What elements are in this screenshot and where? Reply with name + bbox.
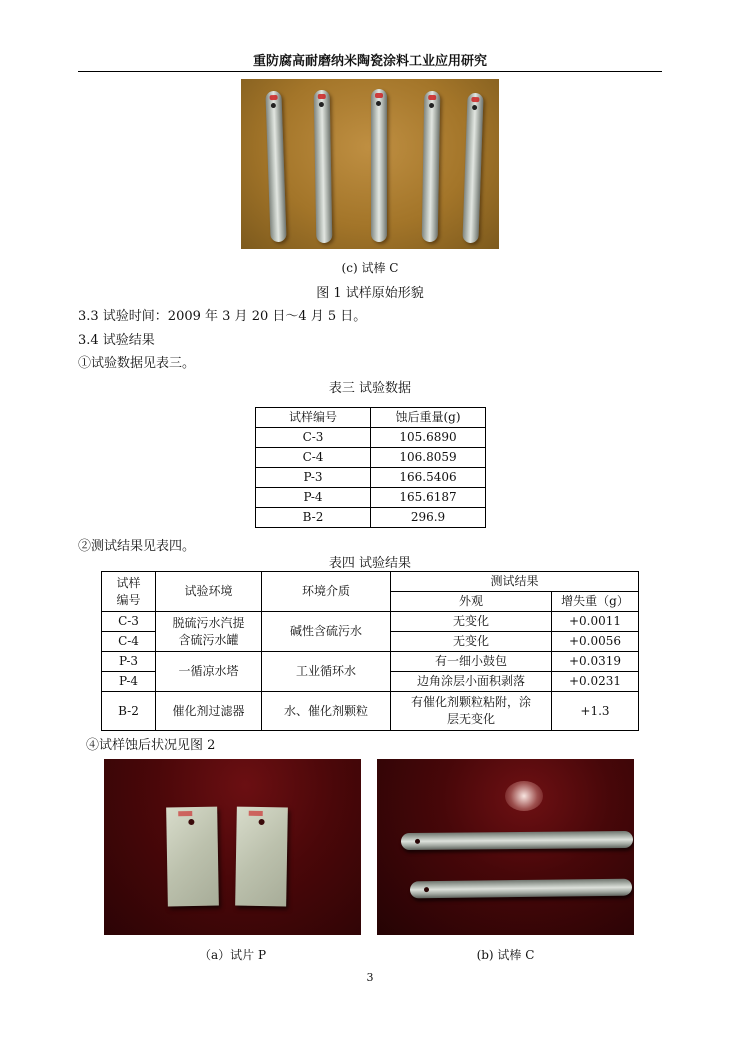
cell-sample-id: B-2 (256, 508, 371, 528)
col-header-medium: 环境介质 (262, 572, 391, 612)
table-row (102, 652, 639, 672)
page-number: 3 (366, 971, 374, 984)
photo-test-panels-p (104, 759, 361, 935)
cell-appearance: 无变化 (391, 612, 552, 632)
col-header-sample-no: 试样 编号 (102, 572, 156, 612)
cell-weight: 106.8059 (371, 448, 486, 468)
cell-sample-id: P-3 (102, 652, 156, 672)
test-rod (410, 879, 632, 899)
cell-weight: 166.5406 (371, 468, 486, 488)
figure-caption-b: (b) 试棒 C (476, 948, 535, 962)
cell-sample-id: C-4 (256, 448, 371, 468)
cell-weight-change: +0.0231 (552, 672, 639, 692)
test-rod (265, 91, 286, 242)
test-panel (166, 807, 219, 907)
table-row (102, 612, 639, 632)
table-row (102, 692, 639, 731)
col-header-appearance: 外观 (391, 592, 552, 612)
cell-sample-id: P-3 (256, 468, 371, 488)
test-rod (371, 89, 387, 242)
cell-appearance: 有一细小鼓包 (391, 652, 552, 672)
test-rod (314, 90, 333, 243)
figure-caption-c: (c) 试棒 C (341, 261, 399, 275)
panel-label-mark (249, 811, 263, 816)
table-row (256, 428, 486, 448)
col-header: 蚀后重量(g) (371, 408, 486, 428)
table-header-row (256, 408, 486, 428)
cell-appearance: 边角涂层小面积剥落 (391, 672, 552, 692)
cell-medium: 碱性含硫污水 (262, 612, 391, 652)
header-rule (78, 71, 662, 72)
test-rod (422, 91, 441, 242)
table-header-row (102, 572, 639, 592)
figure-caption-a: （a）试片 P (198, 948, 267, 962)
page-header-title: 重防腐高耐磨纳米陶瓷涂料工业应用研究 (252, 54, 487, 69)
section-3-3: 3.3 试验时间：2009 年 3 月 20 日～4 月 5 日。 (78, 309, 367, 324)
item-2: ②测试结果见表四。 (78, 539, 196, 554)
table-row (256, 488, 486, 508)
cell-appearance: 无变化 (391, 632, 552, 652)
cell-sample-id: P-4 (102, 672, 156, 692)
table-4-title: 表四 试验结果 (328, 556, 412, 571)
cell-weight-change: +1.3 (552, 692, 639, 731)
cell-weight: 105.6890 (371, 428, 486, 448)
panel-label-mark (178, 811, 192, 816)
table-3-title: 表三 试验数据 (328, 381, 412, 396)
col-header-weight-gain: 增失重（g） (552, 592, 639, 612)
cell-weight: 165.6187 (371, 488, 486, 508)
cell-environment: 脱硫污水汽提 含硫污水罐 (156, 612, 262, 652)
cell-sample-id: B-2 (102, 692, 156, 731)
table-3 (255, 407, 486, 528)
light-glare (505, 781, 543, 811)
table-row (256, 468, 486, 488)
item-1: ①试验数据见表三。 (78, 356, 196, 371)
photo-test-rods-c (241, 79, 499, 249)
cell-environment: 催化剂过滤器 (156, 692, 262, 731)
cell-weight-change: +0.0056 (552, 632, 639, 652)
cell-sample-id: P-4 (256, 488, 371, 508)
cell-sample-id: C-3 (102, 612, 156, 632)
test-panel (235, 807, 288, 907)
col-header-result: 测试结果 (391, 572, 639, 592)
cell-medium: 工业循环水 (262, 652, 391, 692)
table-4 (101, 571, 639, 731)
test-rod (462, 93, 483, 243)
cell-medium: 水、催化剂颗粒 (262, 692, 391, 731)
cell-environment: 一循凉水塔 (156, 652, 262, 692)
cell-weight: 296.9 (371, 508, 486, 528)
cell-weight-change: +0.0011 (552, 612, 639, 632)
photo-test-rods-c-after (377, 759, 634, 935)
cell-sample-id: C-4 (102, 632, 156, 652)
table-row (256, 508, 486, 528)
test-rod (401, 831, 633, 850)
item-4: ④试样蚀后状况见图 2 (86, 738, 216, 753)
figure-1-title: 图 1 试样原始形貌 (316, 286, 424, 301)
col-header-environment: 试验环境 (156, 572, 262, 612)
cell-sample-id: C-3 (256, 428, 371, 448)
cell-appearance: 有催化剂颗粒粘附，涂 层无变化 (391, 692, 552, 731)
table-row (256, 448, 486, 468)
col-header: 试样编号 (256, 408, 371, 428)
cell-weight-change: +0.0319 (552, 652, 639, 672)
section-3-4: 3.4 试验结果 (78, 333, 155, 348)
